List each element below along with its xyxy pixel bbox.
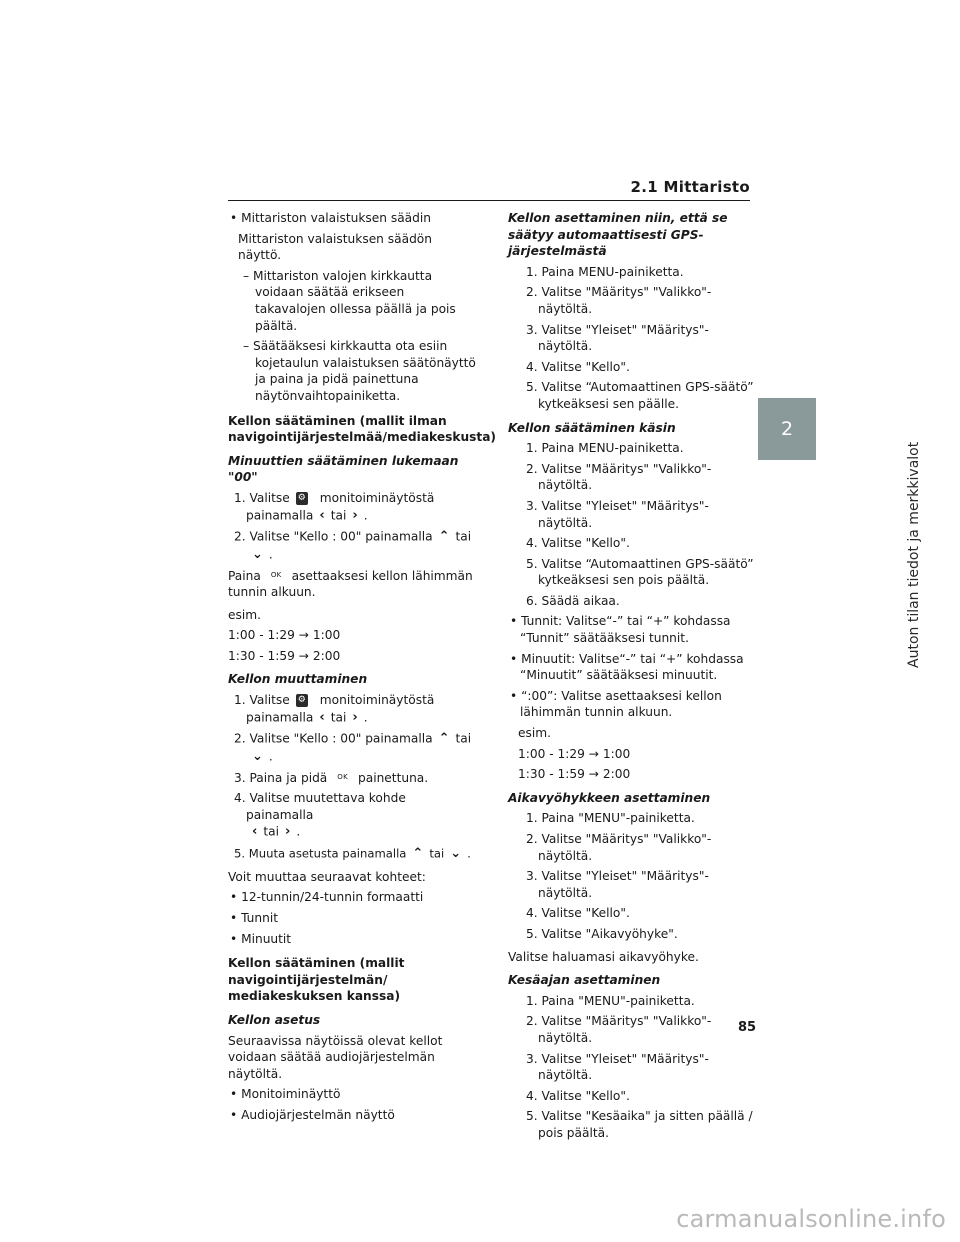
- step-item: 6. Säädä aikaa.: [526, 593, 620, 608]
- step-item: 5. Valitse “Automaattinen GPS-säätö” kytkeäksesi sen päälle.: [526, 380, 754, 411]
- step-item: 2. Valitse "Määritys" "Valikko"-näytöltä.: [526, 1014, 712, 1045]
- chevron-up-icon: ⌃: [438, 731, 450, 747]
- bullet-item: • 12-tunnin/24-tunnin formaatti: [230, 890, 424, 905]
- step-item: 5. Valitse “Automaattinen GPS-säätö” kytkeäksesi sen pois päältä.: [526, 556, 754, 588]
- paragraph: esim.: [228, 607, 261, 622]
- gear-icon: ⚙: [297, 695, 306, 706]
- subsection-heading: Kellon säätäminen käsin: [508, 420, 676, 435]
- step-item: 3. Valitse "Yleiset" "Määritys"-näytöltä.: [526, 1051, 709, 1083]
- paragraph: Paina OK asettaaksesi kellon lähimmän tunnin alkuun.: [228, 568, 473, 600]
- step-item: 1. Paina "MENU"-painiketta.: [526, 993, 695, 1008]
- step-item: 3. Paina ja pidä OK painettuna.: [234, 770, 429, 785]
- section-heading: Kellon säätäminen (mallit navigointijärjestelmän/ mediakeskuksen kanssa): [228, 956, 405, 1004]
- watermark: carmanualsonline.info: [676, 1205, 946, 1233]
- step-item: 2. Valitse "Määritys" "Valikko"-näytöltä.: [526, 832, 712, 863]
- left-column: [228, 210, 496, 1128]
- example-line: 1:00 - 1:29 → 1:00: [518, 746, 631, 761]
- step-item: 4. Valitse muutettava kohde painamalla ‹ tai › .: [234, 791, 406, 840]
- dash-item: – Säätääksesi kirkkautta ota esiin kojetaulun valaistuksen säätönäyttö ja paina ja pidä painettuna näytönvaihtopainiketta.: [243, 339, 476, 403]
- step-item: 1. Paina "MENU"-painiketta.: [526, 811, 695, 826]
- step-item: 2. Valitse "Kello : 00" painamalla ⌃ tai ⌄ .: [234, 529, 472, 562]
- dash-item: – Mittariston valojen kirkkautta voidaan säätää erikseen takavalojen ollessa päällä ja pois päältä.: [243, 268, 456, 333]
- bullet-item: • Minuutit: Valitse“-” tai “+” kohdassa “Minuutit” säätääksesi minuutit.: [510, 651, 744, 683]
- chapter-title: Auton tilan tiedot ja merkkivalot: [906, 441, 922, 668]
- paragraph: Mittariston valaistuksen säädön näyttö.: [238, 231, 432, 263]
- paragraph: Seuraavissa näytöissä olevat kellot voidaan säätää audiojärjestelmän näytöltä.: [228, 1033, 443, 1081]
- step-item: 1. Paina MENU-painiketta.: [526, 264, 684, 279]
- chapter-tab: [758, 398, 816, 460]
- step-item: 1. Valitse ⚙ monitoiminäytöstä painamalla ‹ tai › .: [234, 693, 435, 725]
- step-item: 3. Valitse "Yleiset" "Määritys"-näytöltä.: [526, 322, 709, 354]
- example-line: 1:30 - 1:59 → 2:00: [228, 648, 341, 663]
- paragraph: Valitse haluamasi aikavyöhyke.: [508, 949, 699, 964]
- step-item: 4. Valitse "Kello".: [526, 536, 630, 551]
- ok-icon: OK: [337, 773, 348, 782]
- subsection-heading: Minuuttien säätäminen lukemaan "00": [228, 453, 459, 485]
- bullet-item: • Monitoiminäyttö: [230, 1087, 341, 1102]
- subsection-heading: Kellon asettaminen niin, että se säätyy automaattisesti GPS-järjestelmästä: [508, 211, 728, 259]
- example-line: 1:30 - 1:59 → 2:00: [518, 767, 631, 782]
- step-item: 1. Valitse ⚙ monitoiminäytöstä painamalla ‹ tai › .: [234, 490, 435, 523]
- chevron-down-icon: ⌄: [450, 846, 462, 862]
- step-item: 1. Paina MENU-painiketta.: [526, 441, 684, 456]
- step-item: 2. Valitse "Määritys" "Valikko"-näytöltä.: [526, 461, 712, 493]
- bullet-item: • Minuutit: [230, 931, 292, 946]
- chevron-down-icon: ⌄: [252, 749, 263, 765]
- chevron-left-icon: ‹: [319, 709, 325, 725]
- chevron-right-icon: ›: [285, 824, 291, 840]
- subsection-heading: Kesäajan asettaminen: [508, 973, 661, 988]
- chevron-up-icon: ⌃: [412, 846, 424, 862]
- chevron-right-icon: ›: [352, 709, 358, 725]
- step-item: 4. Valitse "Kello".: [526, 1088, 630, 1103]
- bullet-item: • Audiojärjestelmän näyttö: [230, 1107, 395, 1122]
- step-item: 3. Valitse "Yleiset" "Määritys"-näytöltä.: [526, 498, 709, 530]
- subsection-heading: Aikavyöhykkeen asettaminen: [508, 790, 711, 805]
- step-item: 4. Valitse "Kello".: [526, 359, 630, 374]
- chevron-left-icon: ‹: [319, 507, 325, 523]
- step-item: 3. Valitse "Yleiset" "Määritys"-näytöltä.: [526, 869, 709, 900]
- example-line: 1:00 - 1:29 → 1:00: [228, 628, 341, 643]
- chevron-left-icon: ‹: [252, 824, 258, 840]
- step-item: 5. Valitse "Aikavyöhyke".: [526, 926, 678, 941]
- bullet-item: • Mittariston valaistuksen säädin: [230, 211, 431, 225]
- chevron-up-icon: ⌃: [438, 529, 450, 545]
- bullet-item: • “:00”: Valitse asettaaksesi kellon lähimmän tunnin alkuun.: [510, 688, 722, 720]
- step-item: 2. Valitse "Kello : 00" painamalla ⌃ tai ⌄ .: [234, 731, 472, 765]
- chapter-number: 2: [780, 418, 794, 440]
- bullet-item: • Tunnit: Valitse“-” tai “+” kohdassa “Tunnit” säätääksesi tunnit.: [510, 614, 731, 646]
- paragraph: Voit muuttaa seuraavat kohteet:: [228, 869, 426, 884]
- chevron-right-icon: ›: [352, 507, 358, 523]
- step-item: 5. Muuta asetusta painamalla ⌃ tai ⌄ .: [234, 846, 471, 862]
- right-column: [508, 210, 756, 1146]
- section-heading: Kellon säätäminen (mallit ilman navigointijärjestelmää/mediakeskusta): [228, 413, 496, 445]
- paragraph: esim.: [518, 726, 551, 741]
- step-item: 4. Valitse "Kello".: [526, 906, 630, 921]
- header-rule: [228, 200, 750, 201]
- chevron-down-icon: ⌄: [252, 546, 263, 562]
- ok-icon: OK: [270, 571, 282, 580]
- gear-icon: ⚙: [297, 492, 306, 503]
- subsection-heading: Kellon muuttaminen: [228, 672, 368, 687]
- step-item: 2. Valitse "Määritys" "Valikko"-näytöltä.: [526, 285, 712, 316]
- subsection-heading: Kellon asetus: [228, 1012, 321, 1027]
- page-number: 85: [738, 1020, 757, 1035]
- bullet-item: • Tunnit: [230, 911, 278, 925]
- section-title: 2.1 Mittaristo: [630, 178, 750, 196]
- step-item: 5. Valitse "Kesäaika" ja sitten päällä / pois päältä.: [526, 1109, 753, 1140]
